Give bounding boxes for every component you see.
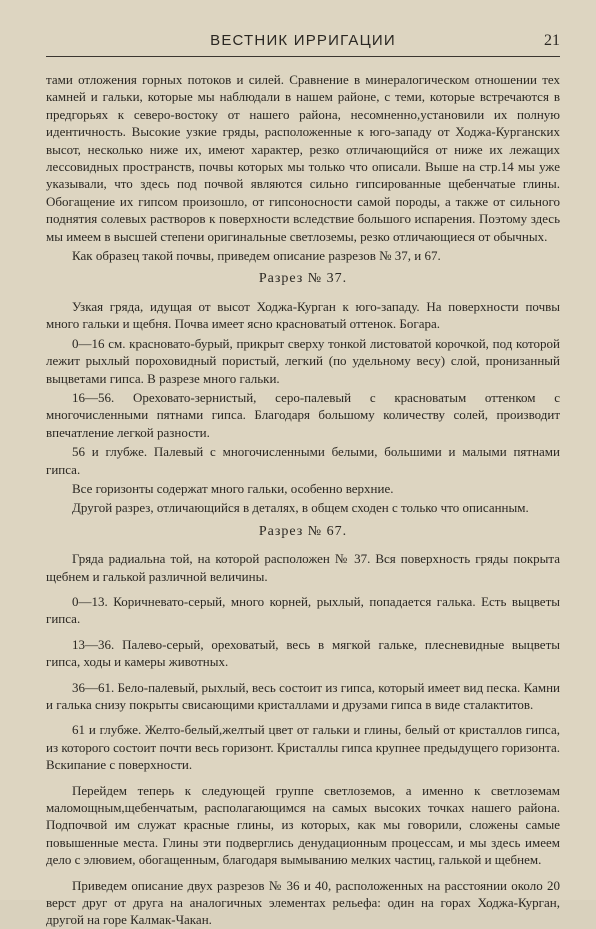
- paragraph: 13—36. Палево-серый, ореховатый, весь в мягкой гальке, плесневидные выцветы гипса, ходы и камеры животных.: [46, 636, 560, 670]
- paragraph: 36—61. Бело-палевый, рыхлый, весь состоит из гипса, который имеет вид песка. Камни и галька снизу покрыты свисающими кристаллами и друзами гипса в виде сталактитов.: [46, 679, 560, 712]
- paragraph: Все горизонты содержат много гальки, особенно верхние.: [72, 480, 394, 496]
- page-number: 21: [544, 32, 560, 49]
- paragraph: 16—56. Ореховато-зернистый, серо-палевый с красноватым оттенком с многочисленными пятнами гипса. Благодаря большому количеству солей, производит впечатление легкой разности.: [46, 389, 560, 440]
- paragraph: 0—13. Коричневато-серый, много корней, рыхлый, попадается галька. Есть выцветы гипса.: [46, 593, 560, 627]
- paragraph: Гряда радиальна той, на которой расположен № 37. Вся поверхность гряды покрыта щебнем и галькой различной величины.: [46, 551, 560, 584]
- paragraph: Как образец такой почвы, приведем описание разрезов № 37, и 67.: [72, 248, 441, 264]
- paragraph: 56 и глубже. Палевый с многочисленными белыми, большими и малыми пятнами гипса.: [46, 444, 560, 477]
- paragraph: Перейдем теперь к следующей группе светлоземов, а именно к светлоземам маломощным,щебенчатым, располагающимся на самых высоких точках нашего района. Подпочвой им служат красные глины, из которых, как мы говорили, сложены самые повышенные места. Глины эти подверглись денудационным процессам, и мы здесь имеем дело с элювием, обогащенным, благодаря вымыванию мелких частиц, галькой и щебнем.: [46, 782, 560, 868]
- journal-title: ВЕСТНИК ИРРИГАЦИИ: [210, 32, 396, 49]
- section-heading: Разрез № 37.: [258, 271, 348, 287]
- paragraph: 0—16 см. красновато-бурый, прикрыт сверху тонкой листоватой корочкой, под которой лежит рыхлый пороховидный пористый, легкий (по удельному весу) слой, пронизанный выцветами гипса. В разрезе много гальки.: [46, 335, 560, 386]
- section-heading: Разрез № 67.: [258, 523, 348, 539]
- paragraph: Приведем описание двух разрезов № 36 и 40, расположенных на расстоянии около 20 верст друг от друга на аналогичных элементах рельефа: один на горах Ходжа-Курган, другой на горе Калмак-Чакан.: [46, 877, 560, 928]
- paragraph: Узкая гряда, идущая от высот Ходжа-Курган к юго-западу. На поверхности почвы много гальки и щебня. Почва имеет ясно красноватый оттенок. Богара.: [46, 298, 560, 332]
- page-body: [46, 71, 560, 929]
- paragraph: тами отложения горных потоков и силей. Сравнение в минералогическом отношении тех камней и гальки, которые мы наблюдали в нашем районе, с теми, которые встречаются в предгорьях к северо-востоку от нашего района, несомненно,установили их полную идентичность. Высокие узкие гряды, расположенные к юго-западу от Ходжа-Курганских высот, несколько ниже их, имеют характер, резко отличающийся от ниже их лежащих лессовидных пространств, почвы которых мы только что описали. Выше на стр.14 мы уже указывали, что здесь под почвой являются сильно гипсированные щебенчатые глины. Обогащение их гипсом произошло, от гипсоносности самой породы, а также от сильного поднятия солевых растворов к поверхности вследствие большого испарения. Поэтому здесь мы имеем в высшей степени оригинальные светлоземы, резко отличающиеся от обычных.: [46, 72, 560, 244]
- paragraph: Другой разрез, отличающийся в деталях, в общем сходен с только что описанным.: [72, 500, 529, 516]
- running-header: [46, 30, 560, 57]
- paragraph: 61 и глубже. Желто-белый,желтый цвет от гальки и глины, белый от кристаллов гипса, из которого состоит почти весь горизонт. Кристаллы гипса крупнее предыдущего горизонта. Вскипание с поверхности.: [46, 722, 560, 773]
